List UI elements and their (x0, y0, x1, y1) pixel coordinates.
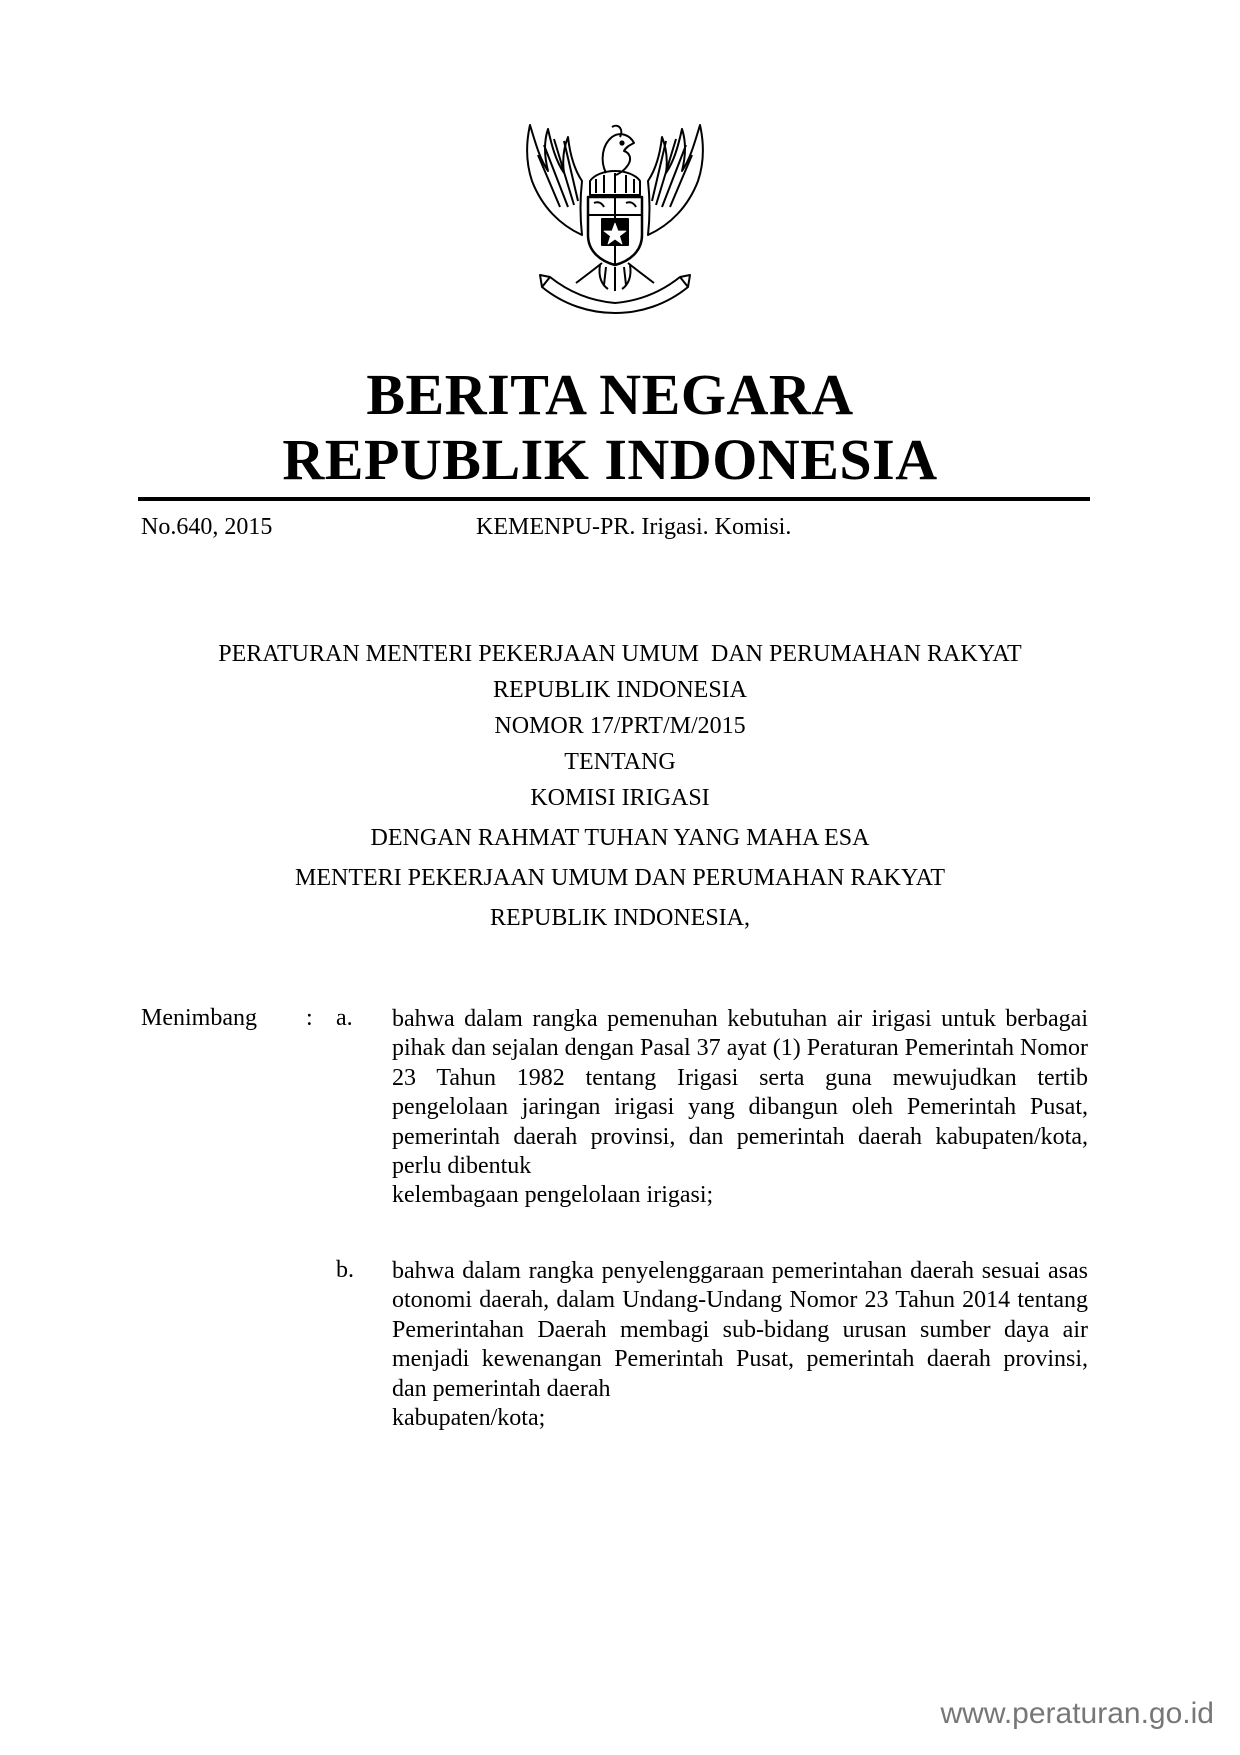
consideration-body: bahwa dalam rangka pemenuhan kebutuhan air irigasi untuk berbagai pihak dan sejalan dengan Pasal 37 ayat (1) Peraturan Pemerintah Nomor 23 Tahun 1982 tentang Irigasi serta guna mewujudkan tertib pengelolaan jaringan irigasi yang dibangun oleh Pemerintah Pusat, pemerintah daerah provinsi, dan pemerintah daerah kabupaten/kota, perlu dibentuk (392, 1006, 1088, 1180)
considerations-colon: : (306, 1005, 313, 1031)
title-line: NOMOR 17/PRT/M/2015 (494, 713, 746, 739)
consideration-item (392, 1257, 1088, 1433)
opening-line: MENTERI PEKERJAAN UMUM DAN PERUMAHAN RAKYAT (294, 865, 946, 891)
title-line: REPUBLIK INDONESIA (493, 677, 747, 703)
consideration-item (392, 1005, 1088, 1211)
masthead-subtitle: REPUBLIK INDONESIA (282, 427, 938, 492)
consideration-letter: a. (336, 1005, 353, 1031)
consideration-body: bahwa dalam rangka penyelenggaraan pemerintahan daerah sesuai asas otonomi daerah, dalam Undang-Undang Nomor 23 Tahun 2014 tentang Pemerintahan Daerah membagi sub-bidang urusan sumber daya air menjadi kewenangan Pemerintah Pusat, pemerintah daerah provinsi, dan pemerintah daerah (392, 1258, 1088, 1402)
consideration-letter: b. (336, 1257, 354, 1283)
consideration-last-line: kabupaten/kota; (392, 1405, 546, 1432)
opening-line: REPUBLIK INDONESIA, (490, 905, 750, 931)
considerations-label: Menimbang (141, 1005, 257, 1031)
masthead-title: BERITA NEGARA (366, 362, 854, 427)
issue-number: No.640, 2015 (141, 514, 273, 540)
regulation-title (130, 636, 1110, 816)
issue-tag: KEMENPU-PR. Irigasi. Komisi. (476, 514, 792, 540)
masthead-divider (138, 497, 1090, 501)
title-line: TENTANG (564, 749, 676, 775)
website-watermark: www.peraturan.go.id (940, 1697, 1214, 1730)
opening-line: DENGAN RAHMAT TUHAN YANG MAHA ESA (370, 825, 870, 851)
title-line: KOMISI IRIGASI (530, 785, 710, 811)
title-line: PERATURAN MENTERI PEKERJAAN UMUM DAN PERUMAHAN RAKYAT (218, 641, 1022, 667)
opening-formula (130, 818, 1110, 938)
consideration-last-line: kelembagaan pengelolaan irigasi; (392, 1182, 714, 1209)
garuda-emblem (520, 115, 710, 315)
